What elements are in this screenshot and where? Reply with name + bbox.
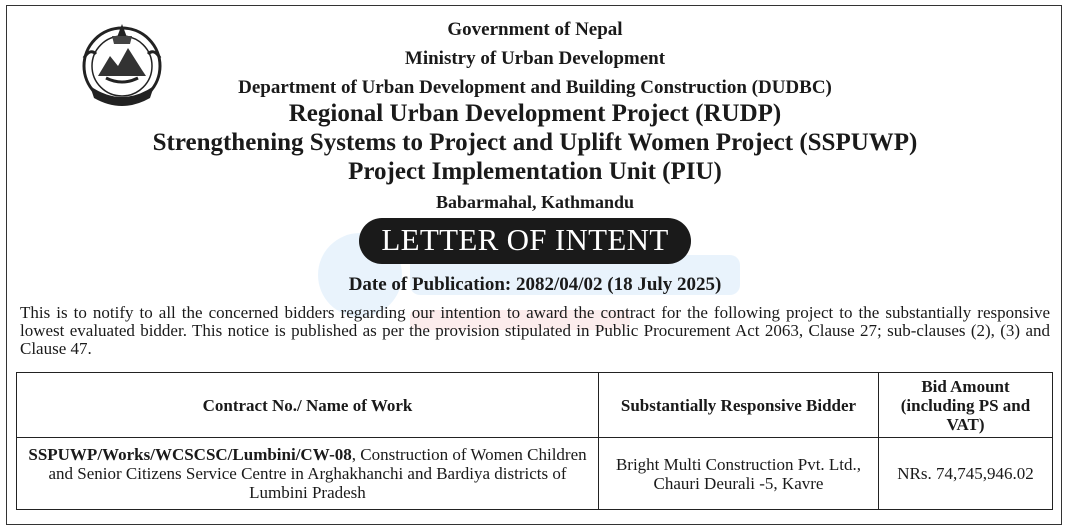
header-rudp: Regional Urban Development Project (RUDP): [288, 100, 782, 127]
award-table: [16, 372, 1053, 510]
header-piu: Project Implementation Unit (PIU): [348, 158, 722, 185]
table-header-row: [17, 373, 1053, 438]
publication-date: Date of Publication: 2082/04/02 (18 July 2025): [348, 274, 722, 295]
header-contract: Contract No./ Name of Work: [17, 373, 599, 438]
cell-amount: NRs. 74,745,946.02: [879, 438, 1053, 510]
header-address: Babarmahal, Kathmandu: [435, 192, 635, 212]
work-name: , Construction of Women Children and Senior Citizens Service Centre in Arghakhanchi and Bardiya districts of Lumbini Pradesh: [48, 445, 587, 502]
header-government: Government of Nepal: [447, 19, 623, 40]
notice-body: This is to notify to all the concerned bidders regarding our intention to award the contract for the following project to the substantially responsive lowest evaluated bidder. This notice is published as per the provision stipulated in Public Procurement Act 2063, Clause 27; sub-clauses (2), (3) and Clause 47.: [20, 303, 1050, 358]
table-row: [17, 438, 1053, 510]
header-amount: Bid Amount (including PS and VAT): [879, 373, 1053, 438]
cell-bidder: Bright Multi Construction Pvt. Ltd., Chauri Deurali -5, Kavre: [599, 438, 879, 510]
contract-number: SSPUWP/Works/WCSCSC/Lumbini/CW-08: [28, 445, 352, 464]
header-ministry: Ministry of Urban Development: [404, 48, 666, 69]
header-bidder: Substantially Responsive Bidder: [599, 373, 879, 438]
notice-title: LETTER OF INTENT: [381, 222, 669, 257]
cell-contract: [17, 438, 599, 510]
header-sspuwp: Strengthening Systems to Project and Uplift Women Project (SSPUWP): [152, 129, 918, 156]
header-department: Department of Urban Development and Building Construction (DUDBC): [238, 77, 832, 98]
